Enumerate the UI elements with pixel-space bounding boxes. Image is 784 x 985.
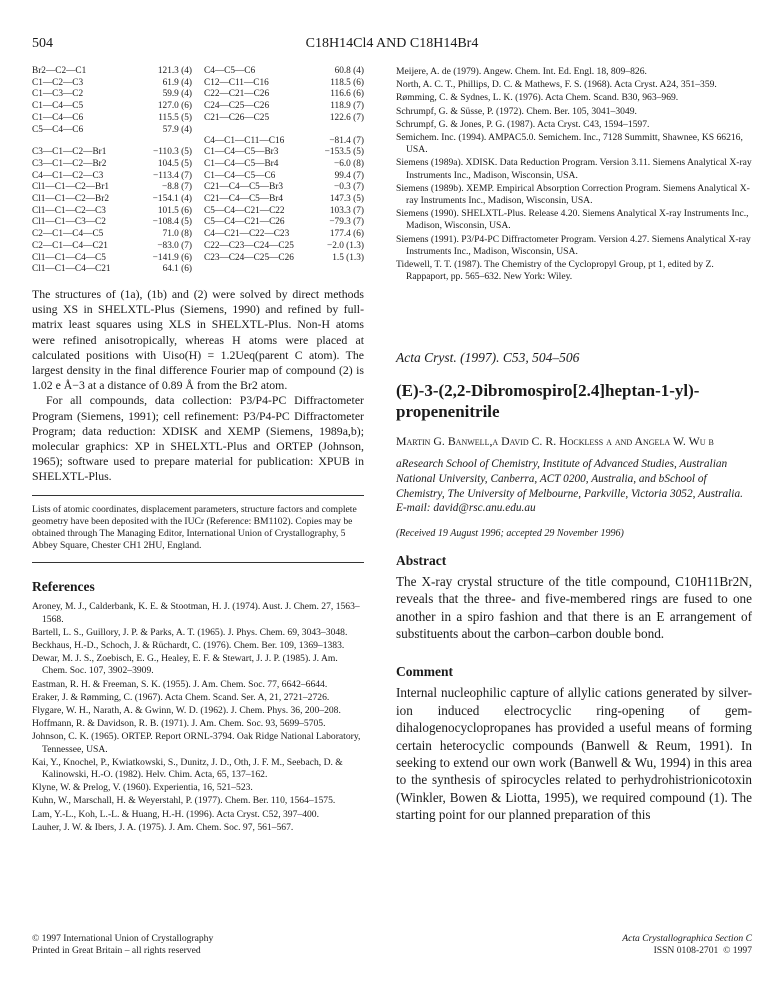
issn: ISSN 0108-2701 [653, 945, 719, 956]
atom-label: C1—C4—C5—Br4 [204, 158, 279, 169]
atom-label: Cl1—C1—C2—Br2 [32, 194, 109, 205]
footer-right [622, 933, 752, 957]
reference-entry: Siemens (1991). P3/P4-PC Diffractometer Program. Version 4.27. Siemens Analytical X-ray Instruments Inc., Madison, Wisconsin, USA. [396, 233, 751, 257]
atom-label: C4—C1—C11—C16 [204, 135, 285, 146]
reference-entry: Dewar, M. J. S., Zoebisch, E. G., Healey, E. F. & Stewart, J. J. P. (1985). J. Am. Chem. Soc. 107, 3902–3909. [32, 653, 338, 677]
reference-entry: Rømming, C. & Sydnes, L. K. (1976). Acta Chem. Scand. B30, 963–969. [396, 92, 679, 104]
right-column [396, 66, 752, 824]
geometry-row [32, 182, 192, 194]
atom-label: C2—C1—C4—C5 [32, 229, 104, 240]
geometry-row [204, 241, 364, 253]
reference-entry: Siemens (1989a). XDISK. Data Reduction Program. Version 3.11. Siemens Analytical X-ray Instruments Inc., Madison, Wisconsin, USA. [396, 157, 752, 181]
reference-entry: Semichem. Inc. (1994). AMPAC5.0. Semichem. Inc., 7128 Summitt, Shawnee, KS 66216, USA. [396, 132, 743, 156]
references-heading: References [32, 579, 95, 595]
geometry-row [204, 217, 364, 229]
angle-value: 104.5 (5) [157, 158, 192, 169]
atom-label: C1—C4—C5—C6 [204, 170, 276, 181]
article-authors: Martin G. Banwell,a David C. R. Hockless a and Angela W. Wu b [396, 434, 714, 449]
atom-label: C22—C23—C24—C25 [204, 240, 294, 251]
atom-label: C12—C11—C16 [204, 77, 269, 88]
reference-entry: Hoffmann, R. & Davidson, R. B. (1971). J. Am. Chem. Soc. 93, 5699–5705. [32, 718, 326, 730]
divider [32, 562, 364, 563]
geometry-row [32, 206, 192, 218]
geometry-row [204, 182, 364, 194]
geometry-row [204, 147, 364, 159]
angle-value: −108.4 (5) [152, 217, 192, 228]
angle-value: −153.5 (5) [324, 147, 364, 158]
angle-value: 1.5 (1.3) [332, 252, 364, 263]
reference-entry: Tidewell, T. T. (1987). The Chemistry of the Cyclopropyl Group, pt 1, edited by Z. Rappaport, pp. 565–632. New York: Wiley. [396, 259, 714, 283]
footer-left [32, 933, 213, 957]
geometry-row [204, 206, 364, 218]
geometry-row [32, 125, 192, 137]
footer-year: © 1997 [723, 945, 752, 956]
angle-value: −79.3 (7) [329, 217, 364, 228]
atom-label: C4—C5—C6 [204, 66, 256, 76]
geometry-row [204, 66, 364, 78]
geometry-row [32, 264, 192, 276]
angle-value: 99.4 (7) [334, 170, 364, 181]
geometry-row [204, 253, 364, 265]
angle-value: 121.3 (4) [157, 66, 192, 76]
copyright-line: © 1997 International Union of Crystallography [32, 933, 214, 944]
reference-entry: Klyne, W. & Prelog, V. (1960). Experientia, 16, 521–523. [32, 782, 253, 794]
angle-value: 118.5 (6) [330, 77, 364, 88]
reference-entry: Schrumpf, G. & Jones, P. G. (1987). Acta Cryst. C43, 1594–1597. [396, 118, 650, 130]
geometry-row [204, 171, 364, 183]
geometry-row [32, 66, 192, 78]
atom-label: C4—C1—C2—C3 [32, 170, 104, 181]
reference-entry: Lauher, J. W. & Ibers, J. A. (1975). J. Am. Chem. Soc. 97, 561–567. [32, 821, 294, 833]
angle-value: −154.1 (4) [152, 194, 192, 205]
running-header [32, 36, 752, 56]
references-list-left [32, 601, 364, 834]
printed-line: Printed in Great Britain – all rights reserved [32, 945, 201, 956]
atom-label: Cl1—C1—C4—C5 [32, 252, 106, 263]
geometry-row [204, 229, 364, 241]
angle-value: 122.6 (7) [329, 112, 364, 123]
divider [32, 495, 364, 496]
geometry-row [204, 113, 364, 125]
geometry-table-left [32, 66, 192, 287]
reference-entry: Beckhaus, H.-D., Schoch, J. & Rüchardt, C. (1976). Chem. Ber. 109, 1369–1383. [32, 640, 345, 652]
angle-value: 71.0 (8) [162, 229, 192, 240]
angle-value: 147.3 (5) [329, 194, 364, 205]
atom-label: C22—C21—C26 [204, 89, 270, 100]
running-title: C18H14Cl4 AND C18H14Br4 [305, 36, 479, 51]
angle-value: 59.9 (4) [162, 89, 192, 100]
reference-entry: Kuhn, W., Marschall, H. & Weyerstahl, P. (1977). Chem. Ber. 110, 1564–1575. [32, 795, 336, 807]
geometry-row [32, 253, 192, 265]
software-paragraph: For all compounds, data collection: P3/P4-PC Diffractometer Program (Siemens, 1991); cell refinement: P3/P4-PC Diffractometer Program; data reduction: XDISK and XEMP (Siemens, 1989a,b); molecular graphics: XP in SHELXTL-Plus and ORTEP (Johnson, 1965); software used to prepare material for publication: XPUB in SHELXTL-Plus. [32, 393, 364, 484]
atom-label: C21—C4—C5—Br4 [204, 194, 284, 205]
geometry-row [32, 89, 192, 101]
geometry-row [32, 229, 192, 241]
angle-value: 116.6 (6) [330, 89, 364, 100]
geometry-block [204, 136, 364, 265]
geometry-row [32, 241, 192, 253]
abstract-text: The X-ray crystal structure of the title compound, C10H11Br2N, reveals that the three- and five-membered rings are fused to one another in a spiro fashion and that there is an E arrangement of substituents about the carbon–carbon double bond. [396, 573, 752, 642]
atom-label: C21—C4—C5—Br3 [204, 182, 284, 193]
reference-entry: Meijere, A. de (1979). Angew. Chem. Int. Ed. Engl. 18, 809–826. [396, 66, 647, 77]
reference-entry: Siemens (1989b). XEMP. Empirical Absorption Correction Program. Siemens Analytical X-ray Instruments Inc., Madison, Wisconsin, USA. [396, 182, 750, 207]
angle-value: 101.5 (6) [157, 205, 192, 216]
angle-value: 61.9 (4) [162, 77, 192, 88]
angle-value: −141.9 (6) [152, 252, 192, 263]
comment-heading: Comment [396, 664, 453, 680]
atom-label: C1—C3—C2 [32, 89, 84, 100]
geometry-block [32, 147, 192, 276]
reference-entry: Lam, Y.-L., Koh, L.-L. & Huang, H.-H. (1996). Acta Cryst. C52, 397–400. [32, 808, 319, 820]
geometry-row [204, 159, 364, 171]
reference-entry: Bartell, L. S., Guillory, J. P. & Parks, A. T. (1965). J. Phys. Chem. 69, 3043–3048. [32, 626, 348, 638]
angle-value: −81.4 (7) [329, 135, 364, 146]
angle-value: −113.4 (7) [153, 170, 192, 181]
geometry-table [32, 66, 364, 287]
geometry-row [32, 159, 192, 171]
deposition-note: Lists of atomic coordinates, displacement parameters, structure factors and complete geometry have been deposited with the IUCr (Reference: BM1102). Copies may be obtained through The Managing Editor, International Union of Crystallography, 5 Abbey Square, Chester CH1 2HU, England. [32, 503, 357, 552]
angle-value: 118.9 (7) [330, 101, 364, 112]
reference-entry: North, A. C. T., Phillips, D. C. & Mathews, F. S. (1968). Acta Cryst. A24, 351–359. [396, 79, 717, 91]
atom-label: Cl1—C1—C3—C2 [32, 217, 106, 228]
reference-entry: Flygare, W. H., Narath, A. & Gwinn, W. D. (1962). J. Chem. Phys. 36, 200–208. [32, 705, 341, 717]
refinement-paragraph: The structures of (1a), (1b) and (2) were solved by direct methods using XS in SHELXTL-Plus (Siemens, 1990) and refined by full-matrix least squares using XLS in SHELXTL-Plus. Non-H atoms were refined anisotropically, whereas H atoms were placed at calculated positions with Uiso(H) = 1.2Ueq(parent C atom). The largest density in the final difference Fourier map of compound (2) is 1.02 e Å−3 at a distance of 0.89 Å from the Br2 atom. [32, 286, 364, 393]
geometry-row [204, 101, 364, 113]
atom-label: Cl1—C1—C2—C3 [32, 205, 106, 216]
reference-entry: Eastman, R. H. & Freeman, S. K. (1955). J. Am. Chem. Soc. 77, 6642–6644. [32, 678, 328, 690]
atom-label: C4—C21—C22—C23 [204, 229, 290, 240]
angle-value: −6.0 (8) [333, 158, 364, 169]
article-citation: Acta Cryst. (1997). C53, 504–506 [396, 350, 580, 366]
angle-value: −83.0 (7) [157, 240, 192, 251]
atom-label: C2—C1—C4—C21 [32, 240, 108, 251]
article-title: (E)-3-(2,2-Dibromospiro[2.4]heptan-1-yl)-propenenitrile [396, 381, 700, 422]
atom-label: Br2—C2—C1 [32, 66, 87, 76]
abstract-heading: Abstract [396, 552, 447, 568]
angle-value: 57.9 (4) [162, 124, 192, 135]
atom-label: C1—C4—C6 [32, 112, 84, 123]
references-list-right [396, 66, 752, 283]
atom-label: C1—C4—C5—Br3 [204, 147, 279, 158]
atom-label: C3—C1—C2—Br2 [32, 158, 107, 169]
angle-value: 103.3 (7) [329, 205, 364, 216]
author-affiliation: aResearch School of Chemistry, Institute of Advanced Studies, Australian National University, Canberra, ACT 0200, Australia, and bSchool of Chemistry, The University of Melbourne, Parkville, Victoria 3052, Australia. E-mail: david@rsc.anu.edu.au [396, 458, 743, 515]
atom-label: Cl1—C1—C4—C21 [32, 264, 111, 275]
angle-value: 177.4 (6) [329, 229, 364, 240]
geometry-row [32, 113, 192, 125]
journal-section: Acta Crystallographica Section C [622, 933, 752, 944]
angle-value: −8.8 (7) [161, 182, 192, 193]
geometry-row [204, 89, 364, 101]
angle-value: 115.5 (5) [158, 112, 192, 123]
atom-label: C21—C26—C25 [204, 112, 270, 123]
geometry-table-right [204, 66, 364, 287]
geometry-row [32, 78, 192, 90]
reference-entry: Aroney, M. J., Calderbank, K. E. & Stootman, H. J. (1974). Aust. J. Chem. 27, 1563–1568. [32, 601, 360, 625]
geometry-row [32, 194, 192, 206]
geometry-row [32, 101, 192, 113]
atom-label: C24—C25—C26 [204, 101, 270, 112]
reference-entry: Johnson, C. K. (1965). ORTEP. Report ORNL-3794. Oak Ridge National Laboratory, Tennessee, USA. [32, 731, 361, 755]
geometry-row [204, 78, 364, 90]
atom-label: C1—C2—C3 [32, 77, 84, 88]
atom-label: C5—C4—C21—C22 [204, 205, 285, 216]
atom-label: C5—C4—C21—C26 [204, 217, 285, 228]
received-dates: (Received 19 August 1996; accepted 29 November 1996) [396, 527, 624, 539]
reference-entry: Kai, Y., Knochel, P., Kwiatkowski, S., Dunitz, J. D., Oth, J. F. M., Seebach, D. & Kalinowski, H.-O. (1982). Helv. Chim. Acta, 65, 137–162. [32, 756, 343, 781]
angle-value: −110.3 (5) [153, 147, 192, 158]
geometry-block [32, 66, 192, 136]
angle-value: 64.1 (6) [162, 264, 192, 275]
geometry-row [204, 136, 364, 148]
atom-label: C5—C4—C6 [32, 124, 84, 135]
geometry-block [204, 66, 364, 125]
angle-value: −0.3 (7) [333, 182, 364, 193]
atom-label: C23—C24—C25—C26 [204, 252, 294, 263]
left-column [32, 66, 364, 835]
comment-text: Internal nucleophilic capture of allylic cations generated by silver-ion induced electrocyclic ring-opening of gem-dihalogenocyclopropanes has provided a useful means of forming certain heterocyclic compounds (Banwell & Reum, 1991). In seeking to extend our own work (Banwell & Wu, 1994) in this area to the synthesis of spirocycles related to perhydrohistrionicotoxin (Winkler, Bowen & Liotta, 1995), we required compound (1). The starting point for our planned preparation of this [396, 685, 752, 823]
angle-value: −2.0 (1.3) [326, 240, 364, 251]
atom-label: C3—C1—C2—Br1 [32, 147, 107, 158]
geometry-row [32, 171, 192, 183]
atom-label: Cl1—C1—C2—Br1 [32, 182, 109, 193]
geometry-row [32, 147, 192, 159]
reference-entry: Siemens (1990). SHELXTL-Plus. Release 4.20. Siemens Analytical X-ray Instruments Inc., Madison, Wisconsin, USA. [396, 208, 749, 232]
reference-entry: Eraker, J. & Rømming, C. (1967). Acta Chem. Scand. Ser. A, 21, 2721–2726. [32, 691, 330, 703]
page-number: 504 [32, 36, 53, 51]
angle-value: 60.8 (4) [334, 66, 364, 76]
atom-label: C1—C4—C5 [32, 101, 84, 112]
geometry-row [204, 194, 364, 206]
reference-entry: Schrumpf, G. & Süsse, P. (1972). Chem. Ber. 105, 3041–3049. [396, 105, 637, 117]
angle-value: 127.0 (6) [157, 101, 192, 112]
geometry-row [32, 217, 192, 229]
